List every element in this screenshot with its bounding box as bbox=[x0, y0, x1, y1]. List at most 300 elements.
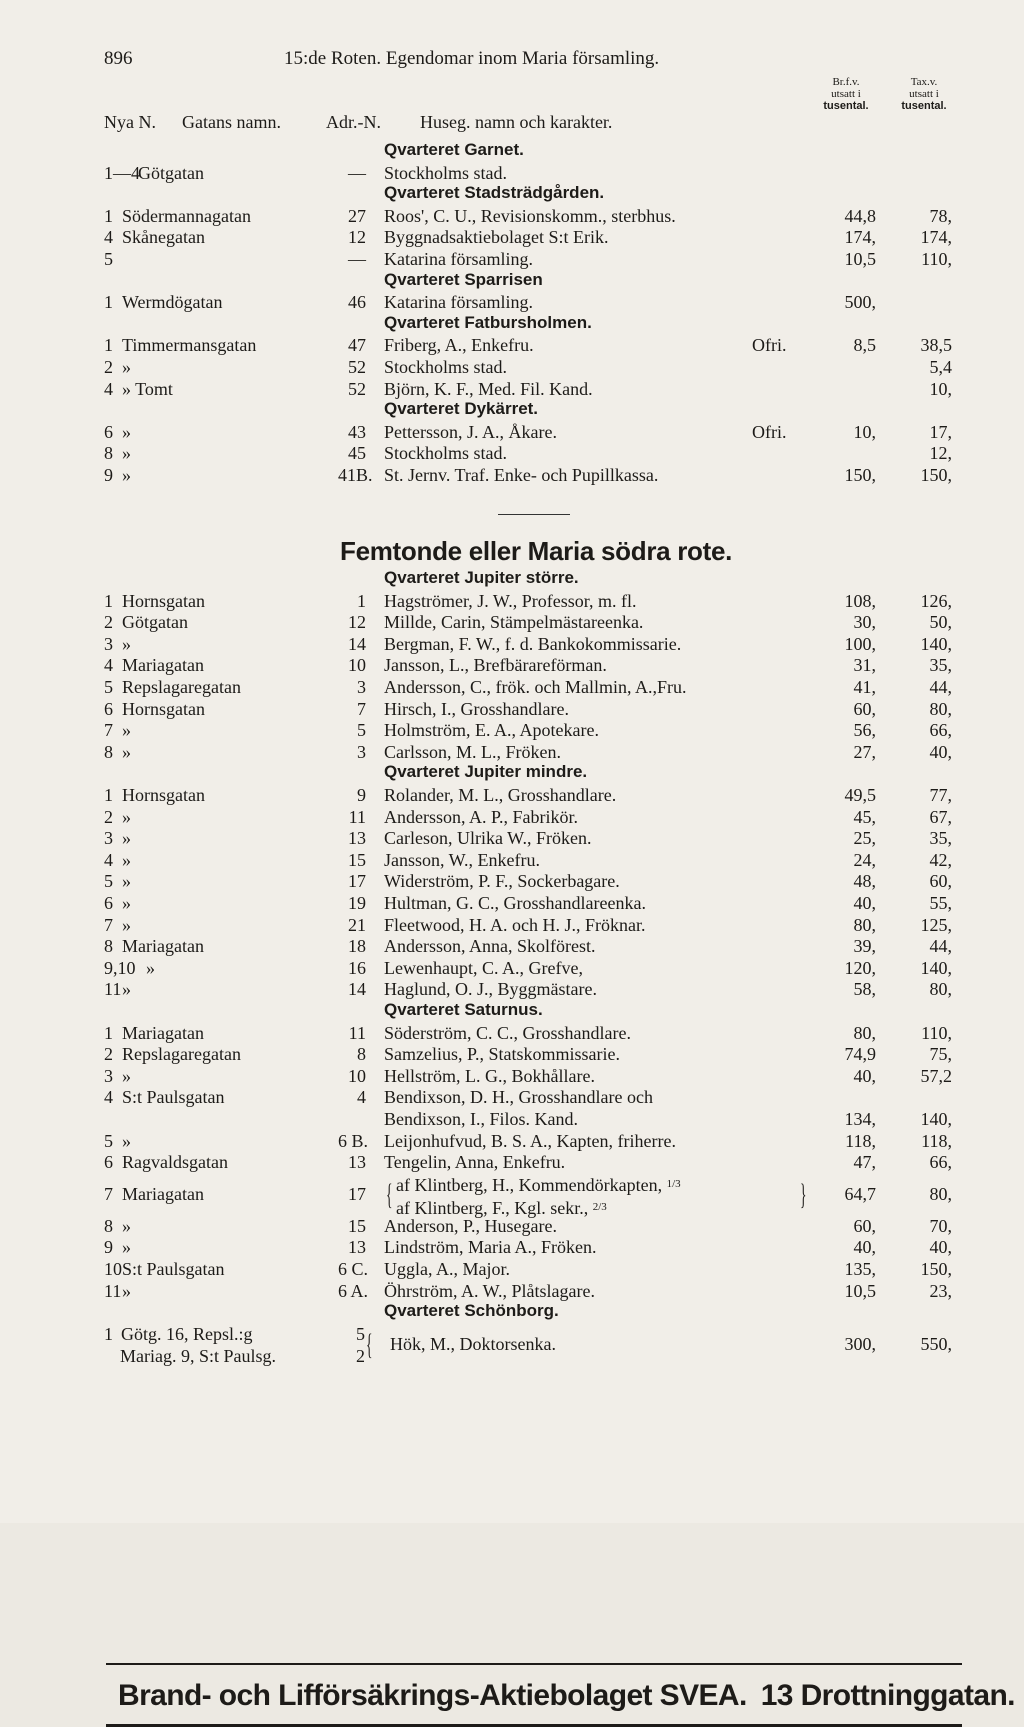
owner-name: Bendixson, D. H., Grosshandlare och bbox=[384, 1087, 653, 1108]
address-number: — bbox=[348, 162, 366, 183]
house-number: 11 bbox=[104, 1280, 122, 1301]
address-number: 5 bbox=[356, 1323, 365, 1344]
tax-value: 67, bbox=[929, 806, 952, 827]
street-name: Mariagatan bbox=[122, 936, 204, 957]
street-name: S:t Paulsgatan bbox=[122, 1259, 225, 1279]
house-number: 4 bbox=[104, 227, 113, 248]
address-number: 21 bbox=[348, 914, 366, 935]
house-number: 2 bbox=[104, 612, 113, 633]
table-row bbox=[0, 978, 1024, 1000]
insurance-value: 74,9 bbox=[844, 1044, 876, 1065]
house-number: 5 bbox=[104, 1130, 113, 1151]
insurance-value: 48, bbox=[853, 871, 876, 892]
table-row bbox=[0, 590, 1024, 612]
insurance-value: 135, bbox=[844, 1259, 876, 1279]
table-row bbox=[0, 226, 1024, 248]
insurance-value: 174, bbox=[844, 227, 876, 248]
tax-value: 12, bbox=[929, 443, 952, 464]
owner-name: Roos', C. U., Revisionskomm., sterbhus. bbox=[384, 205, 676, 226]
table-row bbox=[0, 205, 1024, 227]
street-name: Götgatan bbox=[138, 162, 204, 183]
brfv-label: Br.f.v. bbox=[832, 76, 860, 88]
tax-value: 40, bbox=[929, 1237, 952, 1258]
address-number: 45 bbox=[348, 443, 366, 464]
insurance-value: 10, bbox=[853, 421, 876, 442]
table-row bbox=[0, 827, 1024, 849]
tax-value: 66, bbox=[929, 720, 952, 741]
house-number: 5 bbox=[104, 677, 113, 697]
street-name: Repslagaregatan bbox=[122, 677, 241, 697]
ofri-mark: Ofri. bbox=[752, 335, 787, 356]
house-number: 4 bbox=[104, 655, 113, 676]
street-name: » bbox=[122, 741, 131, 762]
owner-name: Carlsson, M. L., Fröken. bbox=[384, 741, 561, 762]
tax-value: 174, bbox=[920, 227, 952, 248]
table-row bbox=[0, 334, 1024, 356]
table-row bbox=[0, 1215, 1024, 1237]
table-row bbox=[0, 378, 1024, 400]
house-number: 8 bbox=[104, 936, 113, 957]
owner-name: Stockholms stad. bbox=[384, 443, 508, 464]
table-row bbox=[0, 421, 1024, 443]
house-number: 1 bbox=[104, 335, 113, 356]
table-row bbox=[0, 784, 1024, 806]
owner-name: Hultman, G. C., Grosshandlareenka. bbox=[384, 893, 646, 913]
brace-left: { bbox=[385, 1177, 393, 1211]
street-name: Skånegatan bbox=[122, 227, 205, 248]
street-name: » bbox=[122, 421, 131, 442]
street-name: Mariagatan bbox=[122, 1183, 204, 1204]
street-name: » bbox=[122, 849, 131, 870]
owner-name: af Klintberg, H., Kommendörkapten, bbox=[396, 1174, 667, 1195]
street-name: Götgatan bbox=[122, 612, 188, 633]
house-number: 2 bbox=[104, 806, 113, 827]
ofri-mark: Ofri. bbox=[752, 421, 787, 442]
street-name: » bbox=[122, 465, 131, 485]
house-number: 2 bbox=[104, 1044, 113, 1065]
block-heading: Qvarteret Fatbursholmen. bbox=[384, 312, 592, 332]
table-row bbox=[0, 442, 1024, 464]
house-number: 6 bbox=[104, 421, 113, 442]
street-name: Götg. 16, Repsl.:g bbox=[121, 1323, 253, 1344]
owner-name: Anderson, P., Husegare. bbox=[384, 1215, 557, 1236]
house-number: 8 bbox=[104, 1215, 113, 1236]
street-name: Timmermansgatan bbox=[122, 335, 257, 356]
insurance-value: 8,5 bbox=[853, 335, 876, 356]
house-number: 4 bbox=[104, 849, 113, 870]
table-row bbox=[0, 248, 1024, 270]
insurance-value: 64,7 bbox=[844, 1183, 876, 1204]
insurance-value: 80, bbox=[853, 1022, 876, 1043]
address-number: 4 bbox=[357, 1087, 366, 1108]
table-row bbox=[0, 1130, 1024, 1152]
owner-name: Haglund, O. J., Byggmästare. bbox=[384, 979, 597, 1000]
insurance-value: 10,5 bbox=[844, 1280, 876, 1301]
rote-heading: Femtonde eller Maria södra rote. bbox=[340, 536, 733, 566]
street-name: » bbox=[122, 1280, 131, 1301]
owner-name: Stockholms stad. bbox=[384, 162, 508, 183]
house-number: 7 bbox=[104, 1183, 113, 1204]
table-row bbox=[0, 849, 1024, 871]
tax-value: 44, bbox=[929, 677, 952, 697]
tax-value: 80, bbox=[929, 1183, 952, 1204]
owner-name: Hellström, L. G., Bokhållare. bbox=[384, 1065, 595, 1086]
table-row bbox=[0, 1022, 1024, 1044]
house-number: 8 bbox=[104, 741, 113, 762]
tax-value: 35, bbox=[929, 828, 952, 849]
owner-name: Björn, K. F., Med. Fil. Kand. bbox=[384, 378, 593, 399]
house-number: 1 bbox=[104, 590, 113, 611]
address-number: 12 bbox=[348, 227, 366, 248]
table-row bbox=[0, 698, 1024, 720]
house-number: 3 bbox=[104, 633, 113, 654]
owner-name: Friberg, A., Enkefru. bbox=[384, 335, 534, 356]
table-row bbox=[0, 611, 1024, 633]
street-name: » bbox=[122, 828, 131, 849]
tax-value: 150, bbox=[920, 1259, 952, 1279]
address-number: 14 bbox=[348, 633, 366, 654]
col-header-owner: Huseg. namn och karakter. bbox=[420, 112, 613, 132]
house-number: 4 bbox=[104, 1087, 113, 1108]
address-number: 13 bbox=[348, 1152, 366, 1173]
block-heading: Qvarteret Garnet. bbox=[384, 140, 524, 159]
insurance-value: 60, bbox=[853, 698, 876, 719]
owner-name: St. Jernv. Traf. Enke- och Pupillkassa. bbox=[384, 465, 659, 485]
address-number: 52 bbox=[348, 378, 366, 399]
address-number: 6 A. bbox=[338, 1280, 369, 1301]
table-row bbox=[0, 1236, 1024, 1258]
tax-value: 70, bbox=[929, 1215, 952, 1236]
insurance-value: 47, bbox=[853, 1152, 876, 1173]
share-fraction: 1/3 bbox=[666, 1177, 681, 1190]
owner-name: Pettersson, J. A., Åkare. bbox=[384, 421, 557, 442]
table-row bbox=[0, 1065, 1024, 1087]
section-divider bbox=[498, 514, 570, 515]
owner-name: Uggla, A., Major. bbox=[384, 1259, 510, 1279]
block-heading: Qvarteret Dykärret. bbox=[384, 399, 539, 419]
house-number: 6 bbox=[104, 1152, 113, 1173]
table-row bbox=[0, 162, 1024, 184]
address-number: 14 bbox=[348, 979, 366, 1000]
house-number: 4 bbox=[104, 378, 113, 399]
house-number: 9 bbox=[104, 1237, 113, 1258]
block-heading: Qvarteret Saturnus. bbox=[384, 1000, 543, 1019]
owner-name: Widerström, P. F., Sockerbagare. bbox=[384, 871, 620, 892]
address-number: 10 bbox=[348, 1065, 366, 1086]
tax-value: 78, bbox=[929, 205, 952, 226]
col-header-gata: Gatans namn. bbox=[182, 112, 281, 132]
owner-name: Jansson, W., Enkefru. bbox=[384, 849, 540, 870]
street-name: Wermdögatan bbox=[122, 292, 223, 313]
insurance-value: 41, bbox=[853, 677, 876, 697]
block-heading: Qvarteret Stadsträdgården. bbox=[384, 183, 605, 203]
house-number: 1 bbox=[104, 1022, 113, 1043]
address-number: 1 bbox=[357, 590, 366, 611]
address-number: 41B. bbox=[338, 465, 373, 485]
owner-name: Andersson, Anna, Skolförest. bbox=[384, 936, 596, 957]
table-row bbox=[0, 676, 1024, 698]
house-number: 10 bbox=[104, 1259, 122, 1279]
insurance-value: 45, bbox=[853, 806, 876, 827]
house-number: 6 bbox=[104, 893, 113, 913]
street-name: » bbox=[122, 357, 131, 377]
table-row bbox=[0, 870, 1024, 892]
insurance-value: 40, bbox=[853, 893, 876, 913]
owner-name: Byggnadsaktiebolaget S:t Erik. bbox=[384, 227, 609, 248]
col-header-brfv bbox=[814, 76, 878, 112]
table-row bbox=[0, 935, 1024, 957]
address-number: 9 bbox=[357, 785, 366, 805]
address-number: 6 C. bbox=[338, 1259, 369, 1279]
table-row bbox=[0, 914, 1024, 936]
address-number: 19 bbox=[348, 893, 366, 913]
street-name: » bbox=[122, 806, 131, 827]
insurance-value: 44,8 bbox=[844, 205, 876, 226]
owner-name: Söderström, C. C., Grosshandlare. bbox=[384, 1022, 631, 1043]
address-number: 27 bbox=[348, 205, 366, 226]
house-number: 3 bbox=[104, 828, 113, 849]
address-number: 5 bbox=[357, 720, 366, 741]
footer-rule-top bbox=[106, 1663, 962, 1665]
ad-address: 13 Drottninggatan. bbox=[760, 1679, 1015, 1712]
tax-value: 5,4 bbox=[929, 357, 952, 377]
address-number: 6 B. bbox=[338, 1130, 369, 1151]
ad-company: Brand- och Lifförsäkrings-Aktiebolaget SVEA. bbox=[118, 1679, 747, 1712]
owner-name-multi bbox=[396, 1173, 681, 1219]
table-row bbox=[0, 1043, 1024, 1065]
page-number: 896 bbox=[104, 48, 133, 69]
address-number: 12 bbox=[348, 612, 366, 633]
address-number: 13 bbox=[348, 1237, 366, 1258]
house-number: 8 bbox=[104, 443, 113, 464]
owner-line bbox=[396, 1173, 681, 1196]
insurance-value: 39, bbox=[853, 936, 876, 957]
address-number: 11 bbox=[348, 806, 366, 827]
table-row bbox=[0, 1333, 1024, 1355]
street-name: Ragvaldsgatan bbox=[122, 1152, 228, 1173]
insurance-value: 56, bbox=[853, 720, 876, 741]
table-row bbox=[0, 633, 1024, 655]
tax-value: 110, bbox=[921, 249, 952, 269]
street-name: Mariag. 9, S:t Paulsg. bbox=[120, 1345, 276, 1366]
tax-value: 80, bbox=[929, 698, 952, 719]
insurance-value: 31, bbox=[853, 655, 876, 676]
tax-value: 77, bbox=[929, 785, 952, 805]
address-number: 17 bbox=[348, 871, 366, 892]
street-name: » bbox=[122, 1065, 131, 1086]
tax-value: 118, bbox=[921, 1130, 952, 1151]
tax-value: 110, bbox=[921, 1022, 952, 1043]
insurance-value: 10,5 bbox=[844, 249, 876, 269]
street-name: » bbox=[122, 633, 131, 654]
owner-name: Leijonhufvud, B. S. A., Kapten, friherre. bbox=[384, 1130, 676, 1151]
street-name: » bbox=[122, 1215, 131, 1236]
advertisement bbox=[118, 1679, 1015, 1713]
tax-value: 23, bbox=[929, 1280, 952, 1301]
insurance-value: 120, bbox=[844, 957, 876, 978]
insurance-value: 100, bbox=[844, 633, 876, 654]
house-number: 9,10 bbox=[104, 957, 136, 978]
street-name: » bbox=[122, 1237, 131, 1258]
insurance-value: 49,5 bbox=[844, 785, 876, 805]
address-number: 15 bbox=[348, 849, 366, 870]
insurance-value: 80, bbox=[853, 914, 876, 935]
brfv-unit: tusental. bbox=[823, 100, 869, 112]
table-row bbox=[0, 957, 1024, 979]
street-name: » bbox=[146, 957, 155, 978]
house-number: 1—4 bbox=[104, 162, 140, 183]
tax-value: 140, bbox=[920, 1109, 952, 1129]
insurance-value: 150, bbox=[844, 465, 876, 485]
street-name: Södermannagatan bbox=[122, 205, 251, 226]
street-name: » bbox=[122, 914, 131, 935]
owner-name: Lewenhaupt, C. A., Grefve, bbox=[384, 957, 583, 978]
house-number: 5 bbox=[104, 871, 113, 892]
tax-value: 66, bbox=[929, 1152, 952, 1173]
house-number: 3 bbox=[104, 1065, 113, 1086]
tax-value: 50, bbox=[929, 612, 952, 633]
tax-value: 140, bbox=[920, 633, 952, 654]
table-row bbox=[0, 1280, 1024, 1302]
address-number: 10 bbox=[348, 655, 366, 676]
table-row bbox=[0, 464, 1024, 486]
street-name: » bbox=[122, 893, 131, 913]
house-number: 1 bbox=[104, 1323, 113, 1344]
street-name: » bbox=[122, 720, 131, 741]
brfv-sub: utsatt i bbox=[831, 88, 861, 100]
address-number: 2 bbox=[356, 1345, 365, 1366]
house-number: 7 bbox=[104, 914, 113, 935]
owner-name: Hirsch, I., Grosshandlare. bbox=[384, 698, 569, 719]
taxv-label: Tax.v. bbox=[910, 76, 938, 88]
owner-name: Bendixson, I., Filos. Kand. bbox=[384, 1109, 579, 1129]
block-heading: Qvarteret Sparrisen bbox=[384, 269, 543, 289]
insurance-value: 300, bbox=[844, 1333, 876, 1354]
insurance-value: 134, bbox=[844, 1109, 876, 1129]
owner-name: Lindström, Maria A., Fröken. bbox=[384, 1237, 597, 1258]
insurance-value: 24, bbox=[853, 849, 876, 870]
table-row bbox=[0, 1108, 1024, 1130]
tax-value: 10, bbox=[929, 378, 952, 399]
tax-value: 42, bbox=[929, 849, 952, 870]
tax-value: 17, bbox=[929, 421, 952, 442]
address-number: 3 bbox=[357, 741, 366, 762]
street-name: Mariagatan bbox=[122, 655, 204, 676]
col-header-adr: Adr.-N. bbox=[326, 112, 381, 132]
taxv-sub: utsatt i bbox=[909, 88, 939, 100]
tax-value: 550, bbox=[920, 1333, 952, 1354]
owner-name: Holmström, E. A., Apotekare. bbox=[384, 720, 599, 741]
col-header-taxv bbox=[892, 76, 956, 112]
owner-name: Samzelius, P., Statskommissarie. bbox=[384, 1044, 620, 1065]
address-number: 11 bbox=[348, 1022, 366, 1043]
owner-name: Katarina församling. bbox=[384, 292, 533, 313]
table-row bbox=[0, 719, 1024, 741]
block-heading: Qvarteret Jupiter större. bbox=[384, 568, 579, 587]
street-name: » Tomt bbox=[122, 378, 173, 399]
owner-name: Hagströmer, J. W., Professor, m. fl. bbox=[384, 590, 637, 611]
table-row bbox=[0, 741, 1024, 763]
owner-name: Stockholms stad. bbox=[384, 357, 508, 377]
address-number: 17 bbox=[348, 1183, 366, 1204]
tax-value: 57,2 bbox=[920, 1065, 952, 1086]
tax-value: 40, bbox=[929, 741, 952, 762]
address-number: 13 bbox=[348, 828, 366, 849]
brace-right: } bbox=[799, 1177, 807, 1211]
address-number: 43 bbox=[348, 421, 366, 442]
tax-value: 125, bbox=[920, 914, 952, 935]
address-number: 3 bbox=[357, 677, 366, 697]
tax-value: 75, bbox=[929, 1044, 952, 1065]
tax-value: 55, bbox=[929, 893, 952, 913]
street-name: S:t Paulsgatan bbox=[122, 1087, 225, 1108]
street-name: » bbox=[122, 1130, 131, 1151]
owner-name: Millde, Carin, Stämpelmästareenka. bbox=[384, 612, 644, 633]
table-row bbox=[0, 291, 1024, 313]
tax-value: 38,5 bbox=[920, 335, 952, 356]
owner-name: Katarina församling. bbox=[384, 249, 533, 269]
owner-name: Andersson, C., frök. och Mallmin, A.,Fru. bbox=[384, 677, 687, 697]
table-row bbox=[0, 356, 1024, 378]
owner-name: Tengelin, Anna, Enkefru. bbox=[384, 1152, 566, 1173]
house-number: 1 bbox=[104, 785, 113, 805]
tax-value: 140, bbox=[920, 957, 952, 978]
tax-value: 60, bbox=[929, 871, 952, 892]
address-number: 15 bbox=[348, 1215, 366, 1236]
table-row bbox=[0, 892, 1024, 914]
brace-left: { bbox=[365, 1327, 373, 1361]
house-number: 7 bbox=[104, 720, 113, 741]
insurance-value: 30, bbox=[853, 612, 876, 633]
address-number: 18 bbox=[348, 936, 366, 957]
owner-name: Andersson, A. P., Fabrikör. bbox=[384, 806, 579, 827]
insurance-value: 40, bbox=[853, 1237, 876, 1258]
insurance-value: 40, bbox=[853, 1065, 876, 1086]
owner-name: Hök, M., Doktorsenka. bbox=[390, 1333, 556, 1354]
page-title: 15:de Roten. Egendomar inom Maria församling. bbox=[284, 48, 660, 69]
table-row bbox=[0, 1151, 1024, 1173]
table-row bbox=[0, 654, 1024, 676]
street-name: Repslagaregatan bbox=[122, 1044, 241, 1065]
house-number: 2 bbox=[104, 357, 113, 377]
house-number: 11 bbox=[104, 979, 122, 1000]
street-name: Hornsgatan bbox=[122, 590, 205, 611]
address-number: 47 bbox=[348, 335, 366, 356]
tax-value: 150, bbox=[920, 465, 952, 485]
insurance-value: 60, bbox=[853, 1215, 876, 1236]
owner-name: Fleetwood, H. A. och H. J., Fröknar. bbox=[384, 914, 646, 935]
address-number: — bbox=[348, 249, 366, 269]
insurance-value: 25, bbox=[853, 828, 876, 849]
address-number: 46 bbox=[348, 292, 366, 313]
street-name: » bbox=[122, 871, 131, 892]
street-name: Hornsgatan bbox=[122, 698, 205, 719]
block-heading: Qvarteret Jupiter mindre. bbox=[384, 762, 588, 782]
street-name: Hornsgatan bbox=[122, 785, 205, 805]
owner-name: Bergman, F. W., f. d. Bankokommissarie. bbox=[384, 633, 682, 654]
insurance-value: 108, bbox=[844, 590, 876, 611]
col-header-nr: Nya N. bbox=[104, 112, 156, 132]
owner-name: Rolander, M. L., Grosshandlare. bbox=[384, 785, 617, 805]
insurance-value: 500, bbox=[844, 292, 876, 313]
tax-value: 80, bbox=[929, 979, 952, 1000]
tax-value: 126, bbox=[920, 590, 952, 611]
tax-value: 35, bbox=[929, 655, 952, 676]
house-number: 5 bbox=[104, 249, 113, 269]
owner-name: Öhrström, A. W., Plåtslagare. bbox=[384, 1280, 595, 1301]
street-name: Mariagatan bbox=[122, 1022, 204, 1043]
tax-value: 44, bbox=[929, 936, 952, 957]
